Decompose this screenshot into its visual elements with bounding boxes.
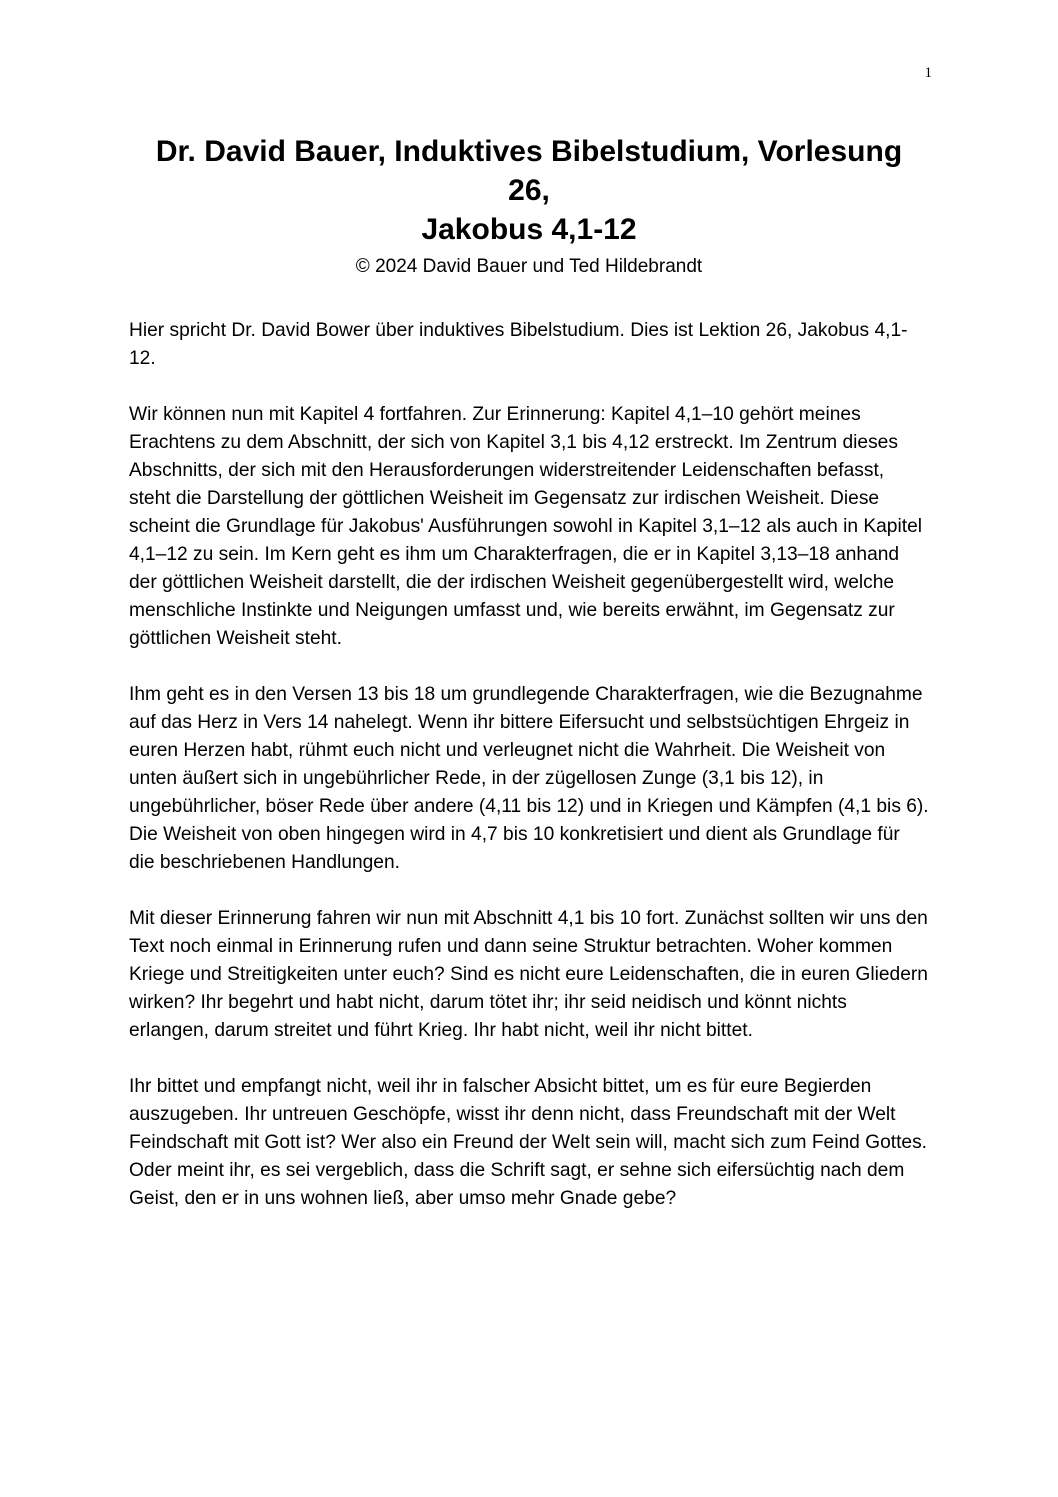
title-line-2: 26,	[508, 174, 550, 207]
paragraph-5: Ihr bittet und empfangt nicht, weil ihr in falscher Absicht bittet, um es für eure Begierden auszugeben. Ihr untreuen Geschöpfe, wisst ihr denn nicht, dass Freundschaft mit der Welt Feindschaft mit Gott ist? Wer also ein Freund der Welt sein will, macht sich zum Feind Gottes. Oder meint ihr, es sei vergeblich, dass die Schrift sagt, er sehne sich eifersüchtig nach dem Geist, den er in uns wohnen ließ, aber umso mehr Gnade gebe?	[129, 1076, 928, 1209]
document-title	[129, 132, 929, 249]
paragraph-3: Ihm geht es in den Versen 13 bis 18 um grundlegende Charakterfragen, wie die Bezugnahme auf das Herz in Vers 14 nahelegt. Wenn ihr bittere Eifersucht und selbstsüchtigen Ehrgeiz in euren Herzen habt, rühmt euch nicht und verleugnet nicht die Wahrheit. Die Weisheit von unten äußert sich in ungebührlicher Rede, in der zügellosen Zunge (3,1 bis 12), in ungebührlicher, böser Rede über andere (4,11 bis 12) und in Kriegen und Kämpfen (4,1 bis 6). Die Weisheit von oben hingegen wird in 4,7 bis 10 konkretisiert und dient als Grundlage für die beschriebenen Handlungen.	[129, 684, 929, 873]
paragraph-4: Mit dieser Erinnerung fahren wir nun mit Abschnitt 4,1 bis 10 fort. Zunächst sollten wir uns den Text noch einmal in Erinnerung rufen und dann seine Struktur betrachten. Woher kommen Kriege und Streitigkeiten unter euch? Sind es nicht eure Leidenschaften, die in euren Gliedern wirken? Ihr begehrt und habt nicht, darum tötet ihr; ihr seid neidisch und könnt nichts erlangen, darum streitet und führt Krieg. Ihr habt nicht, weil ihr nicht bittet.	[129, 908, 928, 1041]
page-number: 1	[924, 65, 932, 81]
paragraph-2: Wir können nun mit Kapitel 4 fortfahren. Zur Erinnerung: Kapitel 4,1–10 gehört meines Erachtens zu dem Abschnitt, der sich von Kapitel 3,1 bis 4,12 erstreckt. Im Zentrum dieses Abschnitts, der sich mit den Herausforderungen widerstreitender Leidenschaften befasst, steht die Darstellung der göttlichen Weisheit im Gegensatz zur irdischen Weisheit. Diese scheint die Grundlage für Jakobus' Ausführungen sowohl in Kapitel 3,1–12 als auch in Kapitel 4,1–12 zu sein. Im Kern geht es ihm um Charakterfragen, die er in Kapitel 3,13–18 anhand der göttlichen Weisheit darstellt, die der irdischen Weisheit gegenübergestellt wird, welche menschliche Instinkte und Neigungen umfasst und, wie bereits erwähnt, im Gegensatz zur göttlichen Weisheit steht.	[129, 404, 923, 649]
paragraph-1: Hier spricht Dr. David Bower über induktives Bibelstudium. Dies ist Lektion 26, Jakobus 4,1-12.	[129, 320, 908, 369]
body-text	[129, 317, 929, 1241]
title-line-1: Dr. David Bauer, Induktives Bibelstudium, Vorlesung	[155, 135, 903, 168]
copyright-notice: © 2024 David Bauer und Ted Hildebrandt	[355, 256, 703, 277]
title-block	[129, 132, 929, 281]
title-line-3: Jakobus 4,1-12	[421, 213, 637, 246]
